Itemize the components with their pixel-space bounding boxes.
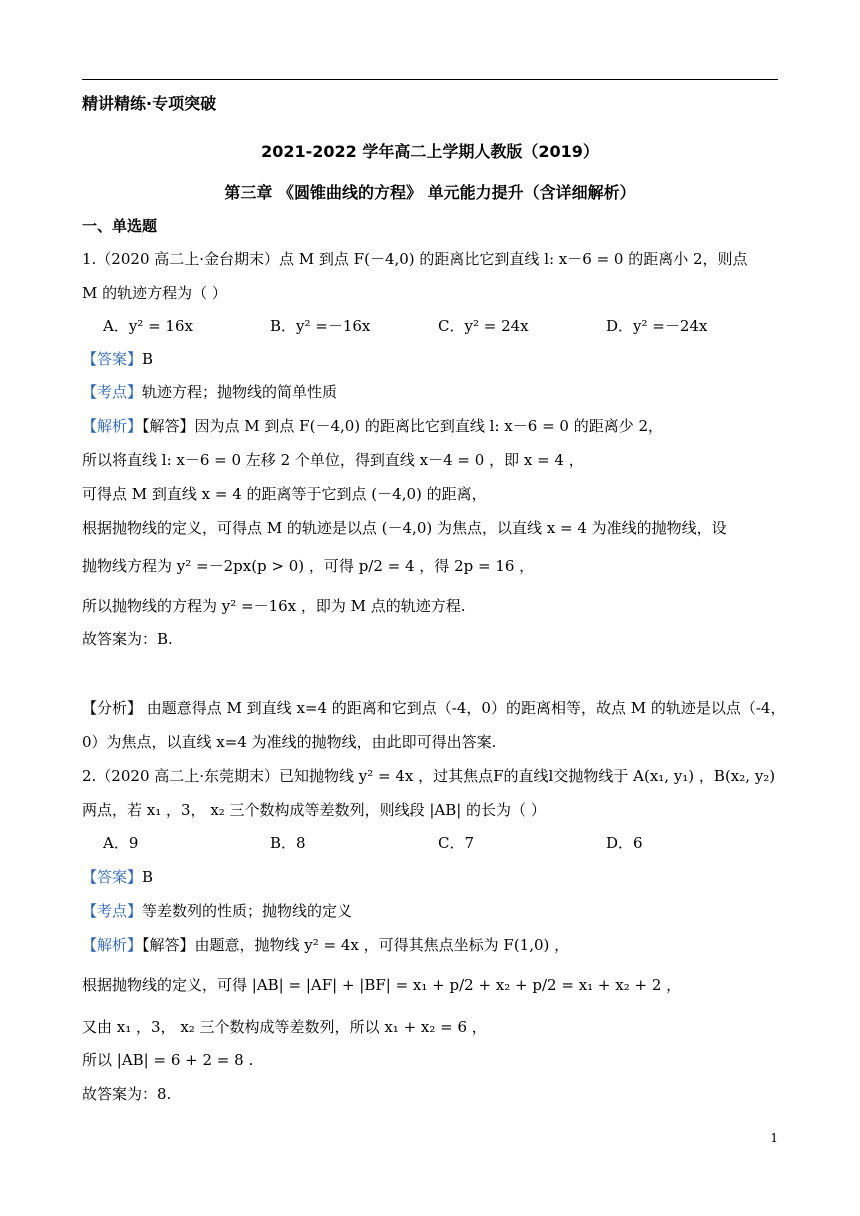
q1-jiexi-line2: 所以将直线 l: x－6 = 0 左移 2 个单位，得到直线 x－4 = 0 ，即 x = 4 ，	[82, 451, 584, 469]
q2-option-d: D．6	[606, 834, 643, 852]
doc-title-line1: 2021-2022 学年高二上学期人教版（2019）	[261, 142, 599, 161]
section-heading: 一、单选题	[82, 217, 158, 235]
q1-stem-line1: 1.（2020 高二上·金台期末）点 M 到点 F(－4,0) 的距离比它到直线 l: x－6 = 0 的距离小 2，则点	[82, 250, 748, 268]
q2-option-b: B．8	[270, 834, 306, 852]
q1-kaodian-row	[82, 382, 337, 402]
q2-option-c: C．7	[438, 834, 475, 852]
q1-answer: B	[142, 350, 154, 368]
q1-jiexi-line6: 所以抛物线的方程为 y² =－16x ，即为 M 点的轨迹方程.	[82, 597, 466, 615]
q2-option-a: A．9	[103, 834, 139, 852]
q1-answer-row	[82, 349, 153, 369]
q2-jiexi-line3: 又由 x₁ ，3， x₂ 三个数构成等差数列，所以 x₁ + x₂ = 6 ，	[82, 1018, 487, 1036]
q1-option-c: C．y² = 24x	[438, 317, 529, 335]
q1-fenxi-line1: 由题意得点 M 到直线 x=4 的距离和它到点（-4，0）的距离相等，故点 M 的轨迹是以点（-4，	[142, 699, 786, 717]
q1-stem-line2: M 的轨迹方程为（ ）	[82, 284, 227, 302]
q1-fenxi-line2: 0）为焦点，以直线 x=4 为准线的抛物线，由此即可得出答案.	[82, 733, 497, 751]
q1-option-d: D．y² =－24x	[606, 317, 708, 335]
kaodian-label: 【考点】	[82, 383, 143, 401]
q1-option-a: A．y² = 16x	[103, 317, 193, 335]
q2-answer-row	[82, 867, 153, 887]
q1-jiexi-line1: 【解答】因为点 M 到点 F(－4,0) 的距离比它到直线 l: x－6 = 0 的距离少 2，	[142, 417, 664, 435]
header-rule	[82, 79, 778, 80]
q2-answer: B	[142, 868, 154, 886]
q1-jiexi-line4: 根据抛物线的定义，可得点 M 的轨迹是以点 (－4,0) 为焦点，以直线 x = 4 为准线的抛物线，设	[82, 519, 727, 537]
q2-jiexi-row	[82, 935, 569, 955]
q1-jiexi-row	[82, 416, 663, 436]
q2-kaodian-row	[82, 901, 352, 921]
kaodian-label: 【考点】	[82, 902, 143, 920]
q1-jiexi-line7: 故答案为：B.	[82, 630, 173, 648]
q1-kaodian: 轨迹方程；抛物线的简单性质	[142, 383, 338, 401]
q1-jiexi-line3: 可得点 M 到直线 x = 4 的距离等于它到点 (－4,0) 的距离，	[82, 485, 487, 503]
q2-jiexi-line5: 故答案为：8.	[82, 1085, 172, 1103]
jiexi-label: 【解析】	[82, 936, 143, 954]
doc-title-line2: 第三章 《圆锥曲线的方程》 单元能力提升（含详细解析）	[224, 183, 636, 202]
q2-stem-line2: 两点，若 x₁ ，3， x₂ 三个数构成等差数列，则线段 |AB| 的长为（ ）	[82, 801, 546, 819]
q2-jiexi-line1: 【解答】由题意，抛物线 y² = 4x ，可得其焦点坐标为 F(1,0) ，	[142, 936, 570, 954]
fenxi-label: 【分析】	[82, 699, 143, 717]
q2-kaodian: 等差数列的性质；抛物线的定义	[142, 902, 353, 920]
q1-fenxi-row	[82, 698, 785, 718]
answer-label: 【答案】	[82, 350, 143, 368]
q1-jiexi-line5: 抛物线方程为 y² =－2px(p > 0) ，可得 p/2 = 4 ，得 2p = 16 ，	[82, 557, 535, 575]
answer-label: 【答案】	[82, 868, 143, 886]
jiexi-label: 【解析】	[82, 417, 143, 435]
series-title: 精讲精练·专项突破	[82, 94, 217, 113]
q2-jiexi-line2: 根据抛物线的定义，可得 |AB| = |AF| + |BF| = x₁ + p/2 + x₂ + p/2 = x₁ + x₂ + 2 ，	[82, 976, 682, 994]
q1-option-b: B．y² =－16x	[270, 317, 371, 335]
page-number: 1	[770, 1131, 778, 1145]
q2-stem-line1: 2.（2020 高二上·东莞期末）已知抛物线 y² = 4x ，过其焦点F的直线l交抛物线于 A(x₁, y₁) ，B(x₂, y₂)	[82, 767, 776, 785]
q2-jiexi-line4: 所以 |AB| = 6 + 2 = 8 .	[82, 1051, 254, 1069]
